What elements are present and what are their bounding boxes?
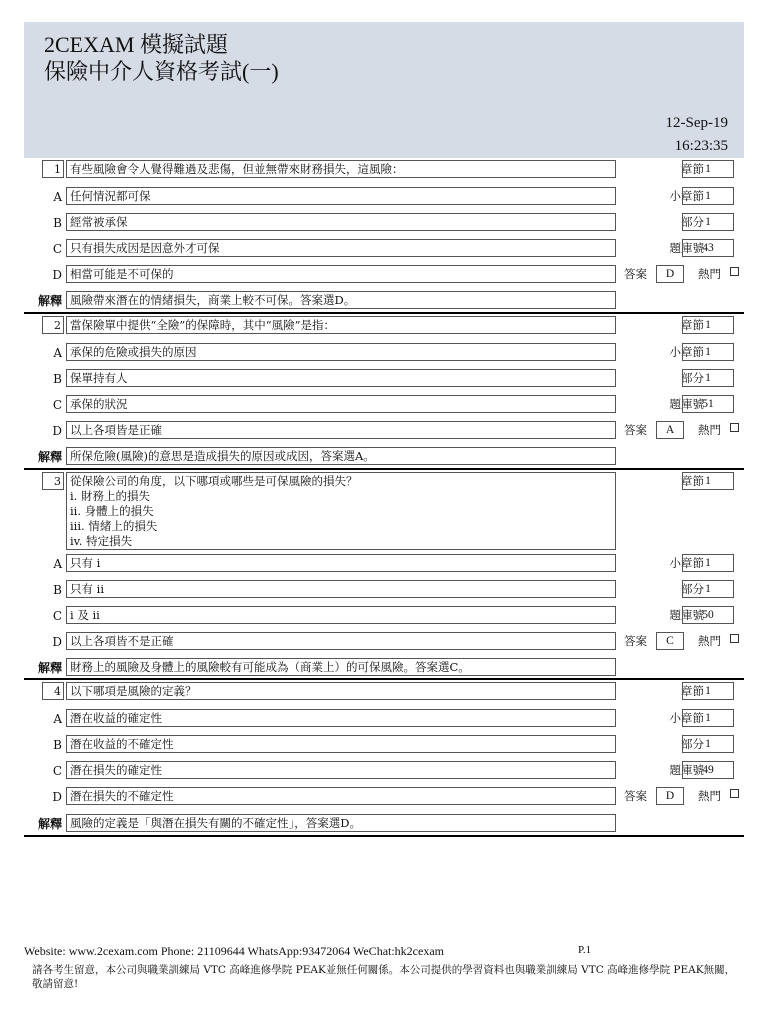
hot-checkbox[interactable]	[730, 423, 739, 432]
question-number: 3	[42, 472, 64, 490]
part-label: 部分	[681, 582, 704, 596]
subchapter-label: 小章節	[669, 556, 704, 570]
option-c-label: C	[52, 398, 62, 412]
question-number: 2	[42, 316, 64, 334]
chapter-label: 章節	[681, 474, 704, 488]
bank-no-label: 題庫號	[669, 397, 704, 411]
chapter-value: 1	[682, 472, 734, 490]
part-label: 部分	[681, 371, 704, 385]
part-label: 部分	[681, 737, 704, 751]
chapter-value: 1	[682, 160, 734, 178]
chapter-label: 章節	[681, 684, 704, 698]
question-number: 1	[42, 160, 64, 178]
question-block-3	[24, 470, 744, 680]
question-text: 以下哪項是風險的定義？	[66, 682, 616, 700]
option-d-label: D	[52, 635, 62, 649]
page-header	[24, 22, 744, 158]
option-b-label: B	[53, 583, 62, 597]
subchapter-value: 1	[682, 554, 734, 572]
question-text: 有些風險會令人覺得難過及悲傷，但並無帶來財務損失，這風險：	[66, 160, 616, 178]
question-text-block	[66, 472, 616, 550]
answer-value: D	[656, 787, 684, 805]
option-b[interactable]: 只有 ii	[66, 580, 616, 598]
page-subtitle: 保險中介人資格考試(一)	[44, 59, 279, 84]
part-value: 1	[682, 735, 734, 753]
page-number: P.1	[578, 944, 592, 956]
chapter-value: 1	[682, 682, 734, 700]
question-text: 當保險單中提供“全險”的保障時，其中“風險”是指：	[66, 316, 616, 334]
option-a[interactable]: 只有 i	[66, 554, 616, 572]
question-text: 從保險公司的角度，以下哪項或哪些是可保風險的損失？	[70, 474, 358, 488]
bank-no-value: 43	[682, 239, 734, 257]
part-value: 1	[682, 369, 734, 387]
print-time: 16:23:35	[674, 138, 728, 154]
hot-label: 熱門	[698, 423, 721, 437]
part-value: 1	[682, 580, 734, 598]
part-label: 部分	[681, 215, 704, 229]
hot-label: 熱門	[698, 267, 721, 281]
option-b[interactable]: 潛在收益的不確定性	[66, 735, 616, 753]
option-b-label: B	[53, 216, 62, 230]
question-block-4	[24, 680, 744, 837]
answer-label: 答案	[624, 267, 647, 281]
answer-label: 答案	[624, 423, 647, 437]
chapter-label: 章節	[681, 318, 704, 332]
footer-notice: 請各考生留意，本公司與職業訓練局 VTC 高峰進修學院 PEAK並無任何關係。本公司提供的學習資料也與職業訓練局 VTC 高峰進修學院 PEAK無關，敬請留意!	[32, 964, 736, 990]
option-a[interactable]: 承保的危險或損失的原因	[66, 343, 616, 361]
sub-item: iv. 特定損失	[70, 534, 133, 548]
explanation-label: 解釋	[37, 661, 62, 675]
option-a-label: A	[53, 712, 62, 726]
option-a[interactable]: 潛在收益的確定性	[66, 709, 616, 727]
bank-no-value: 51	[682, 395, 734, 413]
question-block-2	[24, 314, 744, 470]
option-b[interactable]: 經常被承保	[66, 213, 616, 231]
option-d[interactable]: 以上各項皆不是正確	[66, 632, 616, 650]
bank-no-label: 題庫號	[669, 241, 704, 255]
option-b[interactable]: 保單持有人	[66, 369, 616, 387]
explanation-text: 風險帶來潛在的情緒損失，商業上較不可保。答案選D。	[66, 291, 616, 309]
option-a-label: A	[53, 190, 62, 204]
option-c[interactable]: 潛在損失的確定性	[66, 761, 616, 779]
option-d[interactable]: 潛在損失的不確定性	[66, 787, 616, 805]
answer-label: 答案	[624, 789, 647, 803]
subchapter-value: 1	[682, 343, 734, 361]
explanation-text: 財務上的風險及身體上的風險較有可能成為（商業上）的可保風險。答案選C。	[66, 658, 616, 676]
option-c[interactable]: i 及 ii	[66, 606, 616, 624]
part-value: 1	[682, 213, 734, 231]
option-c-label: C	[52, 609, 62, 623]
sub-item: ii. 身體上的損失	[70, 504, 154, 518]
explanation-text: 所保危險(風險)的意思是造成損失的原因或成因，答案選A。	[66, 447, 616, 465]
option-a[interactable]: 任何情況都可保	[66, 187, 616, 205]
subchapter-label: 小章節	[669, 711, 704, 725]
page-title: 2CEXAM 模擬試題	[44, 32, 228, 57]
answer-value: A	[656, 421, 684, 439]
hot-checkbox[interactable]	[730, 634, 739, 643]
option-c[interactable]: 只有損失成因是因意外才可保	[66, 239, 616, 257]
explanation-text: 風險的定義是「與潛在損失有關的不確定性」，答案選D。	[66, 814, 616, 832]
option-a-label: A	[53, 346, 62, 360]
bank-no-label: 題庫號	[669, 763, 704, 777]
hot-label: 熱門	[698, 634, 721, 648]
explanation-label: 解釋	[37, 450, 62, 464]
chapter-label: 章節	[681, 162, 704, 176]
subchapter-value: 1	[682, 709, 734, 727]
subchapter-value: 1	[682, 187, 734, 205]
option-b-label: B	[53, 372, 62, 386]
option-b-label: B	[53, 738, 62, 752]
sub-item: iii. 情緒上的損失	[70, 519, 158, 533]
answer-value: D	[656, 265, 684, 283]
option-d-label: D	[52, 424, 62, 438]
hot-label: 熱門	[698, 789, 721, 803]
footer-contact: Website: www.2cexam.com Phone: 21109644 WhatsApp:93472064 WeChat:hk2cexam	[24, 944, 444, 958]
explanation-label: 解釋	[37, 294, 62, 308]
question-block-1	[24, 158, 744, 314]
question-number: 4	[42, 682, 64, 700]
bank-no-label: 題庫號	[669, 608, 704, 622]
subchapter-label: 小章節	[669, 189, 704, 203]
option-c-label: C	[52, 764, 62, 778]
explanation-label: 解釋	[37, 817, 62, 831]
subchapter-label: 小章節	[669, 345, 704, 359]
answer-label: 答案	[624, 634, 647, 648]
option-a-label: A	[53, 557, 62, 571]
chapter-value: 1	[682, 316, 734, 334]
hot-checkbox[interactable]	[730, 267, 739, 276]
hot-checkbox[interactable]	[730, 789, 739, 798]
option-d[interactable]: 相當可能是不可保的	[66, 265, 616, 283]
option-c[interactable]: 承保的狀況	[66, 395, 616, 413]
bank-no-value: 49	[682, 761, 734, 779]
option-d[interactable]: 以上各項皆是正確	[66, 421, 616, 439]
sub-item: i. 財務上的損失	[70, 489, 150, 503]
option-c-label: C	[52, 242, 62, 256]
bank-no-value: 50	[682, 606, 734, 624]
option-d-label: D	[52, 268, 62, 282]
option-d-label: D	[52, 790, 62, 804]
print-date: 12-Sep-19	[665, 115, 728, 131]
answer-value: C	[656, 632, 684, 650]
